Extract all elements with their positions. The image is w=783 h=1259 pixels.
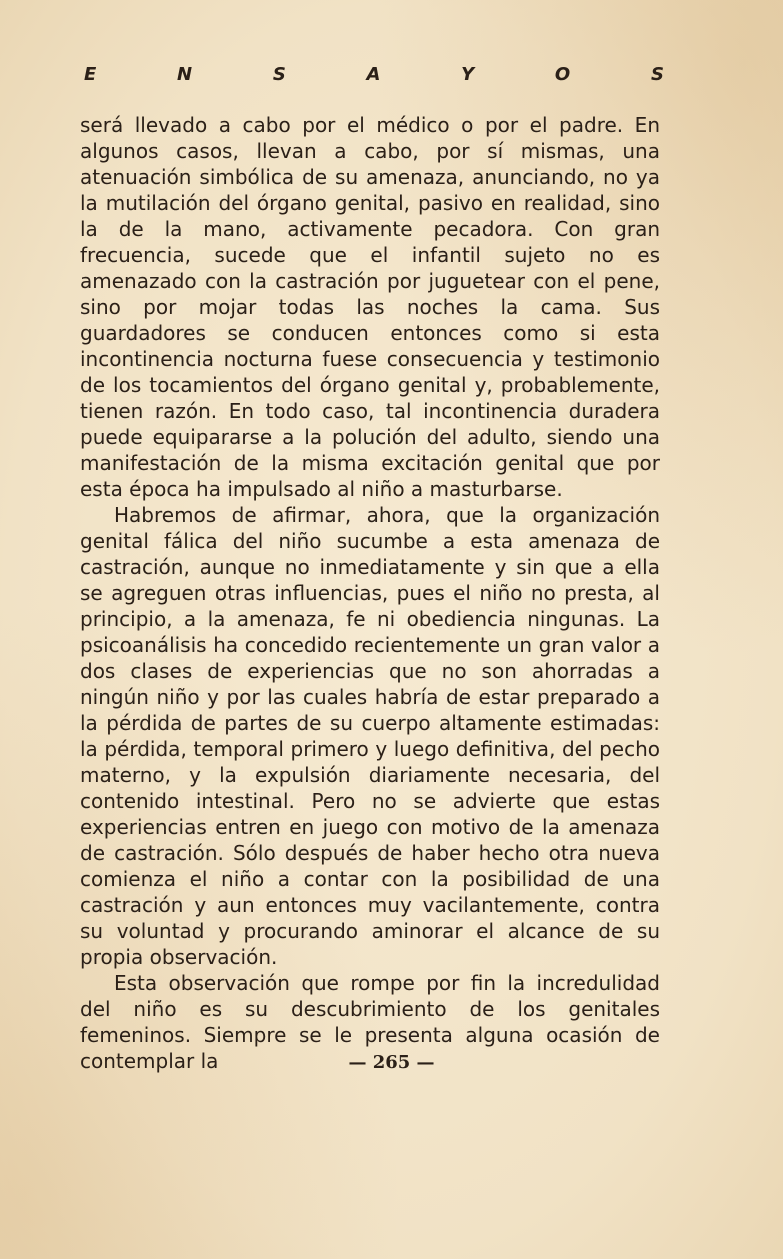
running-head-letter: O [554,64,571,85]
running-head-letter: A [366,64,381,85]
page-number: — 265 — [348,1052,435,1073]
running-head [84,64,664,85]
paragraph: será llevado a cabo por el médico o por el padre. En algunos casos, llevan a cabo, por sí mismas, una atenuación simbólica de su amenaza, anunciando, no ya la mutilación del órgano genital, pasivo en realidad, sino la de la mano, activamente pecadora. Con gran frecuencia, sucede que el infantil sujeto no es amenazado con la castración por juguetear con el pene, sino por mojar todas las noches la cama. Sus guardadores se conducen entonces como si esta incontinencia nocturna fuese consecuencia y testimonio de los tocamientos del órgano genital y, probablemente, tienen razón. En todo caso, tal incontinencia duradera puede equipararse a la polución del adulto, siendo una manifestación de la misma excitación genital que por esta época ha impulsado al niño a masturbarse. [80,113,660,501]
running-head-letter: S [272,64,286,85]
paragraph: Esta observación que rompe por fin la incredulidad del niño es su descubrimiento de los genitales femeninos. Siempre se le presenta alguna ocasión de contemplar la [80,971,660,1073]
running-head-letter: E [84,64,97,85]
paragraph: Habremos de afirmar, ahora, que la organización genital fálica del niño sucumbe a esta amenaza de castración, aunque no inmediatamente y sin que a ella se agreguen otras influencias, pues el niño no presta, al principio, a la amenaza, fe ni obediencia ningunas. La psicoanálisis ha concedido recientemente un gran valor a dos clases de experiencias que no son ahorradas a ningún niño y por las cuales habría de estar preparado a la pérdida de partes de su cuerpo altamente estimadas: la pérdida, temporal primero y luego definitiva, del pecho materno, y la expulsión diariamente necesaria, del contenido intestinal. Pero no se advierte que estas experiencias entren en juego con motivo de la amenaza de castración. Sólo después de haber hecho otra nueva comienza el niño a contar con la posibilidad de una castración y aun entonces muy vacilantemente, contra su voluntad y procurando aminorar el alcance de su propia observación. [80,503,660,969]
body-text [80,112,660,1074]
running-head-letter: Y [461,64,475,85]
running-head-letter: N [177,64,193,85]
running-head-letter: S [650,64,664,85]
